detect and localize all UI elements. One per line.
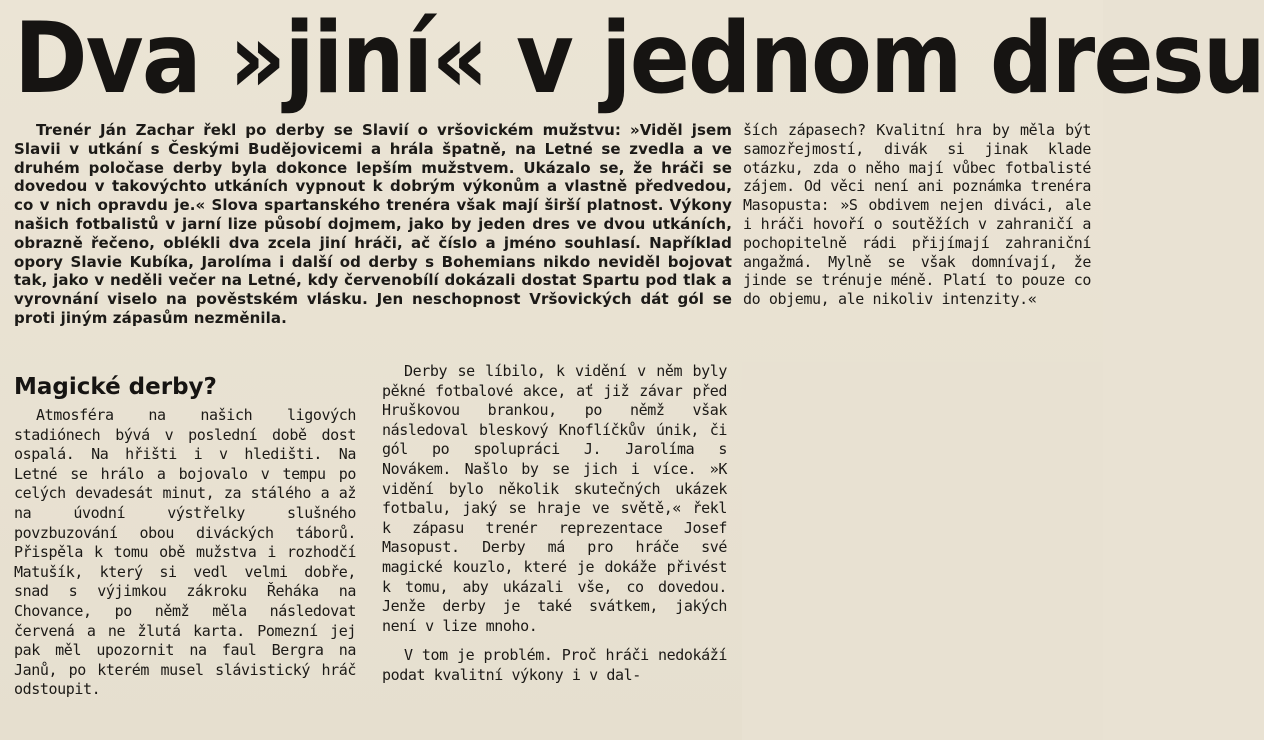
lead-paragraph: Trenér Ján Zachar řekl po derby se Slavií o vršovickém mužstvu: »Viděl jsem Slavii v utkání s Českými Budějovicemi a hrála špatně, na Letné se zvedla a ve druhém poločase derby byla dokonce lepším mužstvem. Ukázalo se, že hráči se dovedou v takovýchto utkáních vypnout k dobrým výkonům a vlastně předvedou, co v nich opravdu je.« Slova spartanského trenéra však mají širší platnost. Výkony našich fotbalistů v jarní lize působí dojmem, jako by jeden dres ve dvou utkáních, obrazně řečeno, oblékli dva zcela jiní hráči, ač číslo a jméno souhlasí. Například opory Slavie Kubíka, Jarolíma i další od derby s Bohemians nikdo neviděl bojovat tak, jako v neděli večer na Letné, kdy červenobílí dokázali dostat Spartu pod tlak a vyrovnání viselo na pověstském vlásku. Jen neschopnost Vršovických dát gól se proti jiným zápasům nezměnila. — [14, 121, 732, 327]
headline: Dva »jiní« v jednom dresu — [14, 2, 1264, 116]
middle-column-paragraph-1: Derby se líbilo, k vidění v něm byly pěkné fotbalové akce, ať již závar před Hruškovou brankou, po němž však následoval bleskový Knoflíčkův únik, či gól po spolupráci J. Jarolíma s Novákem. Našlo by se jich i více. »K vidění bylo několik skutečných ukázek fotbalu, jaký se hraje ve světě,« řekl k zápasu trenér reprezentace Josef Masopust. Derby má pro hráče své magické kouzlo, které je dokáže přivést k tomu, aby ukázali vše, co dovedou. Jenže derby je také svátkem, jakých není v lize mnoho. — [382, 362, 727, 635]
blank-paper-area — [742, 362, 1103, 740]
subheading: Magické derby? — [14, 374, 217, 400]
right-column-text: ších zápasech? Kvalitní hra by měla být samozřejmostí, divák si jinak klade otázku, zda o něho mají vůbec fotbalisté zájem. Od věci není ani poznámka trenéra Masopusta: »S obdivem nejen diváci, ale i hráči hovoří o soutěžích v zahraničí a pochopitelně rádi přijímají zahraniční angažmá. Mylně se však domnívají, že jinde se trénuje méně. Platí to pouze co do objemu, ale nikoliv intenzity.« — [743, 121, 1091, 309]
middle-column-paragraph-2: V tom je problém. Proč hráči nedokáží podat kvalitní výkony i v dal- — [382, 646, 727, 684]
middle-column — [382, 362, 727, 686]
left-column-text: Atmosféra na našich ligových stadiónech bývá v poslední době dost ospalá. Na hřišti i v hledišti. Na Letné se hrálo a bojovalo v tempu po celých devadesát minut, za stálého a až na úvodní výstřelky slušného povzbuzování obou diváckých táborů. Přispěla k tomu obě mužstva i rozhodčí Matušík, který si vedl velmi dobře, snad s výjimkou zákroku Řeháka na Chovance, po němž měla následovat červená a ne žlutá karta. Pomezní jej pak měl upozornit na faul Bergra na Janů, po kterém musel slávistický hráč odstoupit. — [14, 406, 356, 699]
